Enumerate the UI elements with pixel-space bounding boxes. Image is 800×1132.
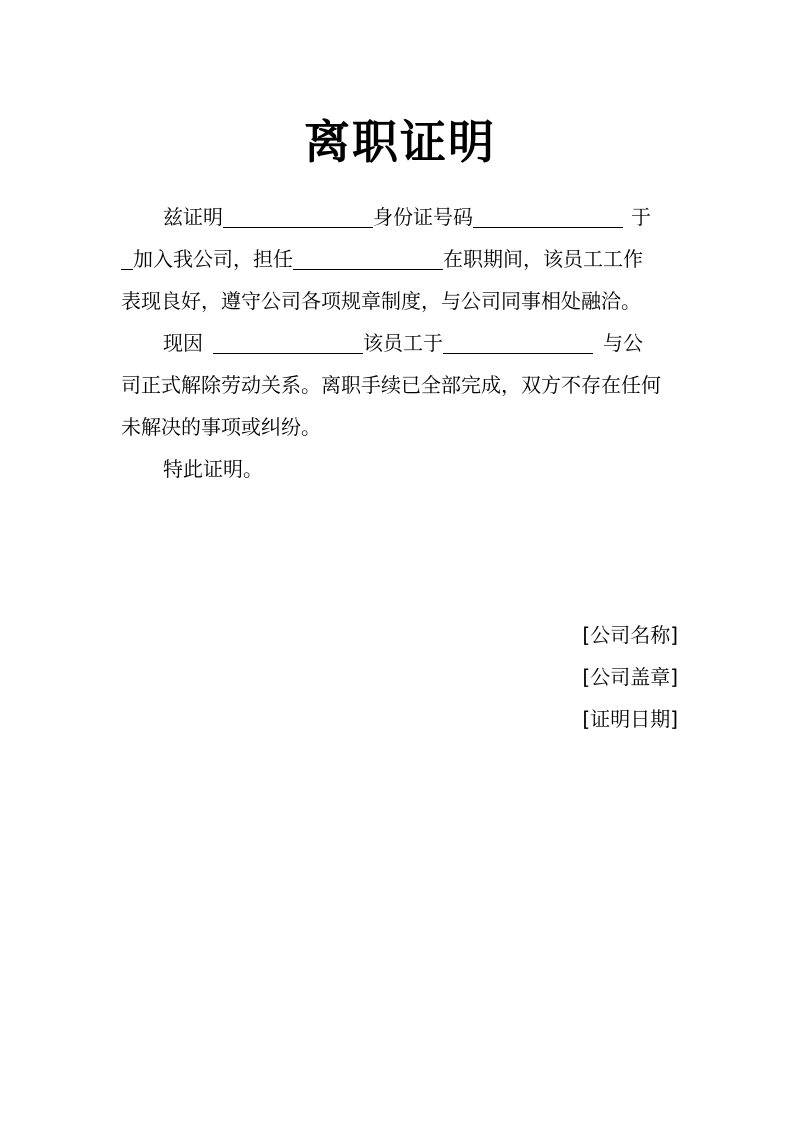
paragraph-termination xyxy=(121,322,661,448)
blank-join-date[interactable] xyxy=(121,249,133,270)
certificate-body xyxy=(121,196,661,490)
company-name-placeholder[interactable]: [公司名称] xyxy=(582,623,678,647)
company-seal-placeholder[interactable]: [公司盖章] xyxy=(582,665,678,689)
text-id-number: 身份证号码 xyxy=(373,205,473,229)
text-termination: 与公司正式解除劳动关系。离职手续已全部完成，双方不存在任何未解决的事项或纠纷。 xyxy=(121,331,661,439)
blank-reason[interactable] xyxy=(213,333,363,354)
paragraph-employment xyxy=(121,196,661,322)
page-title: 离职证明 xyxy=(304,115,496,169)
signature-block xyxy=(582,614,678,740)
blank-employee-name[interactable] xyxy=(223,207,373,228)
text-employee-at: 该员工于 xyxy=(363,331,443,355)
text-join-position: 加入我公司，担任 xyxy=(133,247,293,271)
text-reason: 现因 xyxy=(163,331,203,355)
text-performance: 在职期间，该员工工作表现良好，遵守公司各项规章制度，与公司同事相处融洽。 xyxy=(121,247,643,313)
text-at: 于 xyxy=(631,205,651,229)
text-hereby-certify: 特此证明。 xyxy=(163,457,263,481)
certificate-date-placeholder[interactable]: [证明日期] xyxy=(582,707,678,731)
text-certify: 兹证明 xyxy=(163,205,223,229)
paragraph-closing xyxy=(121,448,661,490)
blank-id-number[interactable] xyxy=(473,207,623,228)
blank-position[interactable] xyxy=(293,249,443,270)
blank-leave-date[interactable] xyxy=(443,333,593,354)
